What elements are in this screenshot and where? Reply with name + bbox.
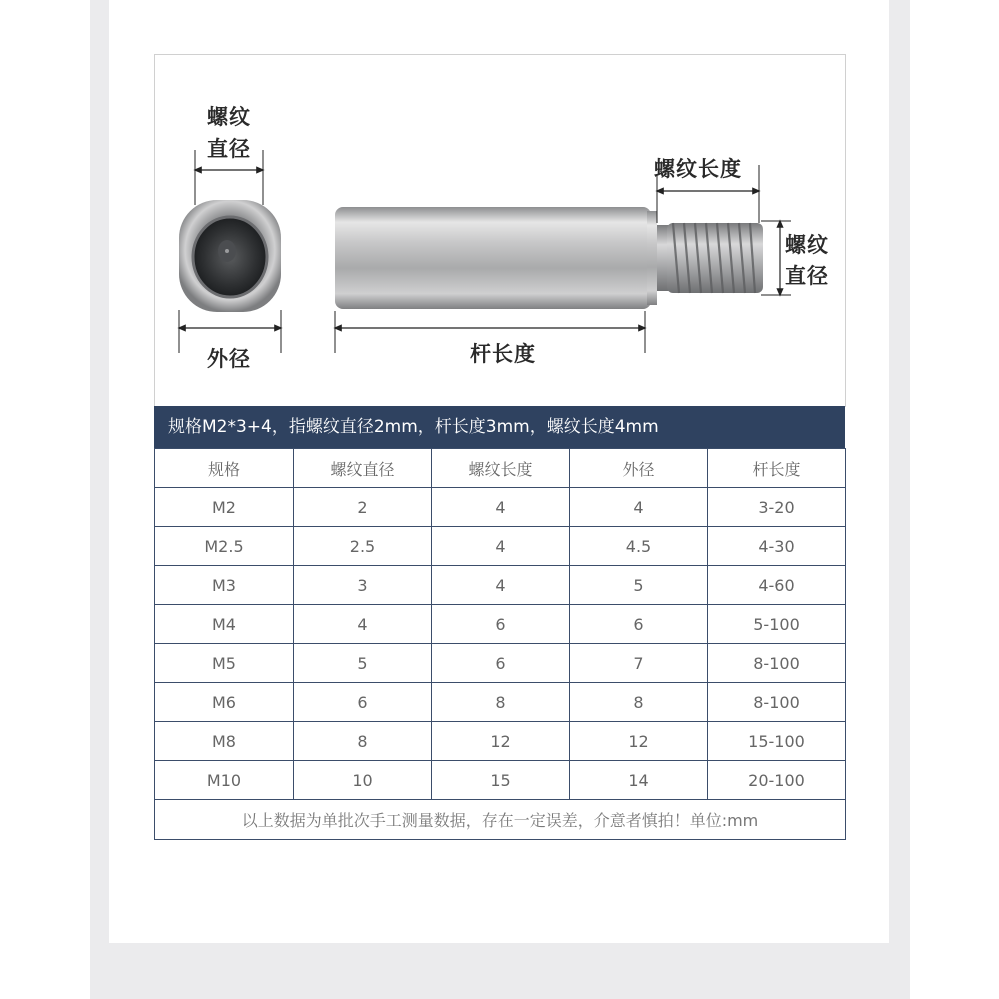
- end-view-thread-diameter-label-1: 螺纹: [207, 105, 251, 129]
- table-cell: 5: [294, 644, 432, 683]
- table-cell: 4: [432, 488, 570, 527]
- table-row: [155, 761, 846, 800]
- table-cell: M6: [155, 683, 294, 722]
- table-cell: 2: [294, 488, 432, 527]
- rod-length-label: 杆长度: [470, 342, 536, 366]
- table-cell: M3: [155, 566, 294, 605]
- table-cell: 8-100: [708, 683, 846, 722]
- table-cell: 10: [294, 761, 432, 800]
- table-cell: 5-100: [708, 605, 846, 644]
- table-cell: 3-20: [708, 488, 846, 527]
- table-cell: 4: [432, 566, 570, 605]
- table-cell: 6: [432, 644, 570, 683]
- product-figure-panel: [154, 54, 846, 407]
- table-row: [155, 488, 846, 527]
- table-row: [155, 527, 846, 566]
- side-view: [335, 165, 791, 353]
- column-header: 规格: [155, 449, 294, 488]
- table-cell: 15: [432, 761, 570, 800]
- table-cell: M2: [155, 488, 294, 527]
- table-cell: M2.5: [155, 527, 294, 566]
- column-header: 杆长度: [708, 449, 846, 488]
- table-cell: M4: [155, 605, 294, 644]
- column-header: 螺纹长度: [432, 449, 570, 488]
- table-row: [155, 722, 846, 761]
- side-view-thread-diameter-label-2: 直径: [785, 264, 829, 288]
- table-cell: 15-100: [708, 722, 846, 761]
- table-cell: 6: [570, 605, 708, 644]
- table-cell: 4: [294, 605, 432, 644]
- table-cell: 8-100: [708, 644, 846, 683]
- table-cell: 8: [294, 722, 432, 761]
- table-cell: 12: [432, 722, 570, 761]
- table-cell: 4.5: [570, 527, 708, 566]
- measurement-note: 以上数据为单批次手工测量数据，存在一定误差，介意者慎拍！单位:mm: [155, 800, 846, 840]
- spec-example-header: 规格M2*3+4，指螺纹直径2mm，杆长度3mm，螺纹长度4mm: [154, 406, 845, 448]
- table-cell: 20-100: [708, 761, 846, 800]
- column-header: 外径: [570, 449, 708, 488]
- table-cell: M5: [155, 644, 294, 683]
- table-cell: 8: [432, 683, 570, 722]
- table-cell: 8: [570, 683, 708, 722]
- table-cell: 14: [570, 761, 708, 800]
- table-cell: 2.5: [294, 527, 432, 566]
- table-cell: 7: [570, 644, 708, 683]
- end-view: [179, 150, 281, 353]
- table-cell: 3: [294, 566, 432, 605]
- end-view-thread-diameter-label-2: 直径: [207, 137, 251, 161]
- table-cell: M10: [155, 761, 294, 800]
- table-header-row: [155, 449, 846, 488]
- outer-diameter-label: 外径: [207, 347, 251, 371]
- table-cell: 4-30: [708, 527, 846, 566]
- table-cell: 6: [432, 605, 570, 644]
- side-view-thread-diameter-label-1: 螺纹: [785, 233, 829, 257]
- table-row: [155, 605, 846, 644]
- table-cell: 4-60: [708, 566, 846, 605]
- table-cell: 4: [432, 527, 570, 566]
- thread-length-label: 螺纹长度: [654, 157, 742, 181]
- table-cell: 12: [570, 722, 708, 761]
- table-cell: 4: [570, 488, 708, 527]
- spec-table: [154, 448, 846, 840]
- table-row: [155, 566, 846, 605]
- table-cell: 5: [570, 566, 708, 605]
- table-cell: M8: [155, 722, 294, 761]
- table-cell: 6: [294, 683, 432, 722]
- column-header: 螺纹直径: [294, 449, 432, 488]
- table-row: [155, 644, 846, 683]
- table-row: [155, 683, 846, 722]
- table-note-row: [155, 800, 846, 840]
